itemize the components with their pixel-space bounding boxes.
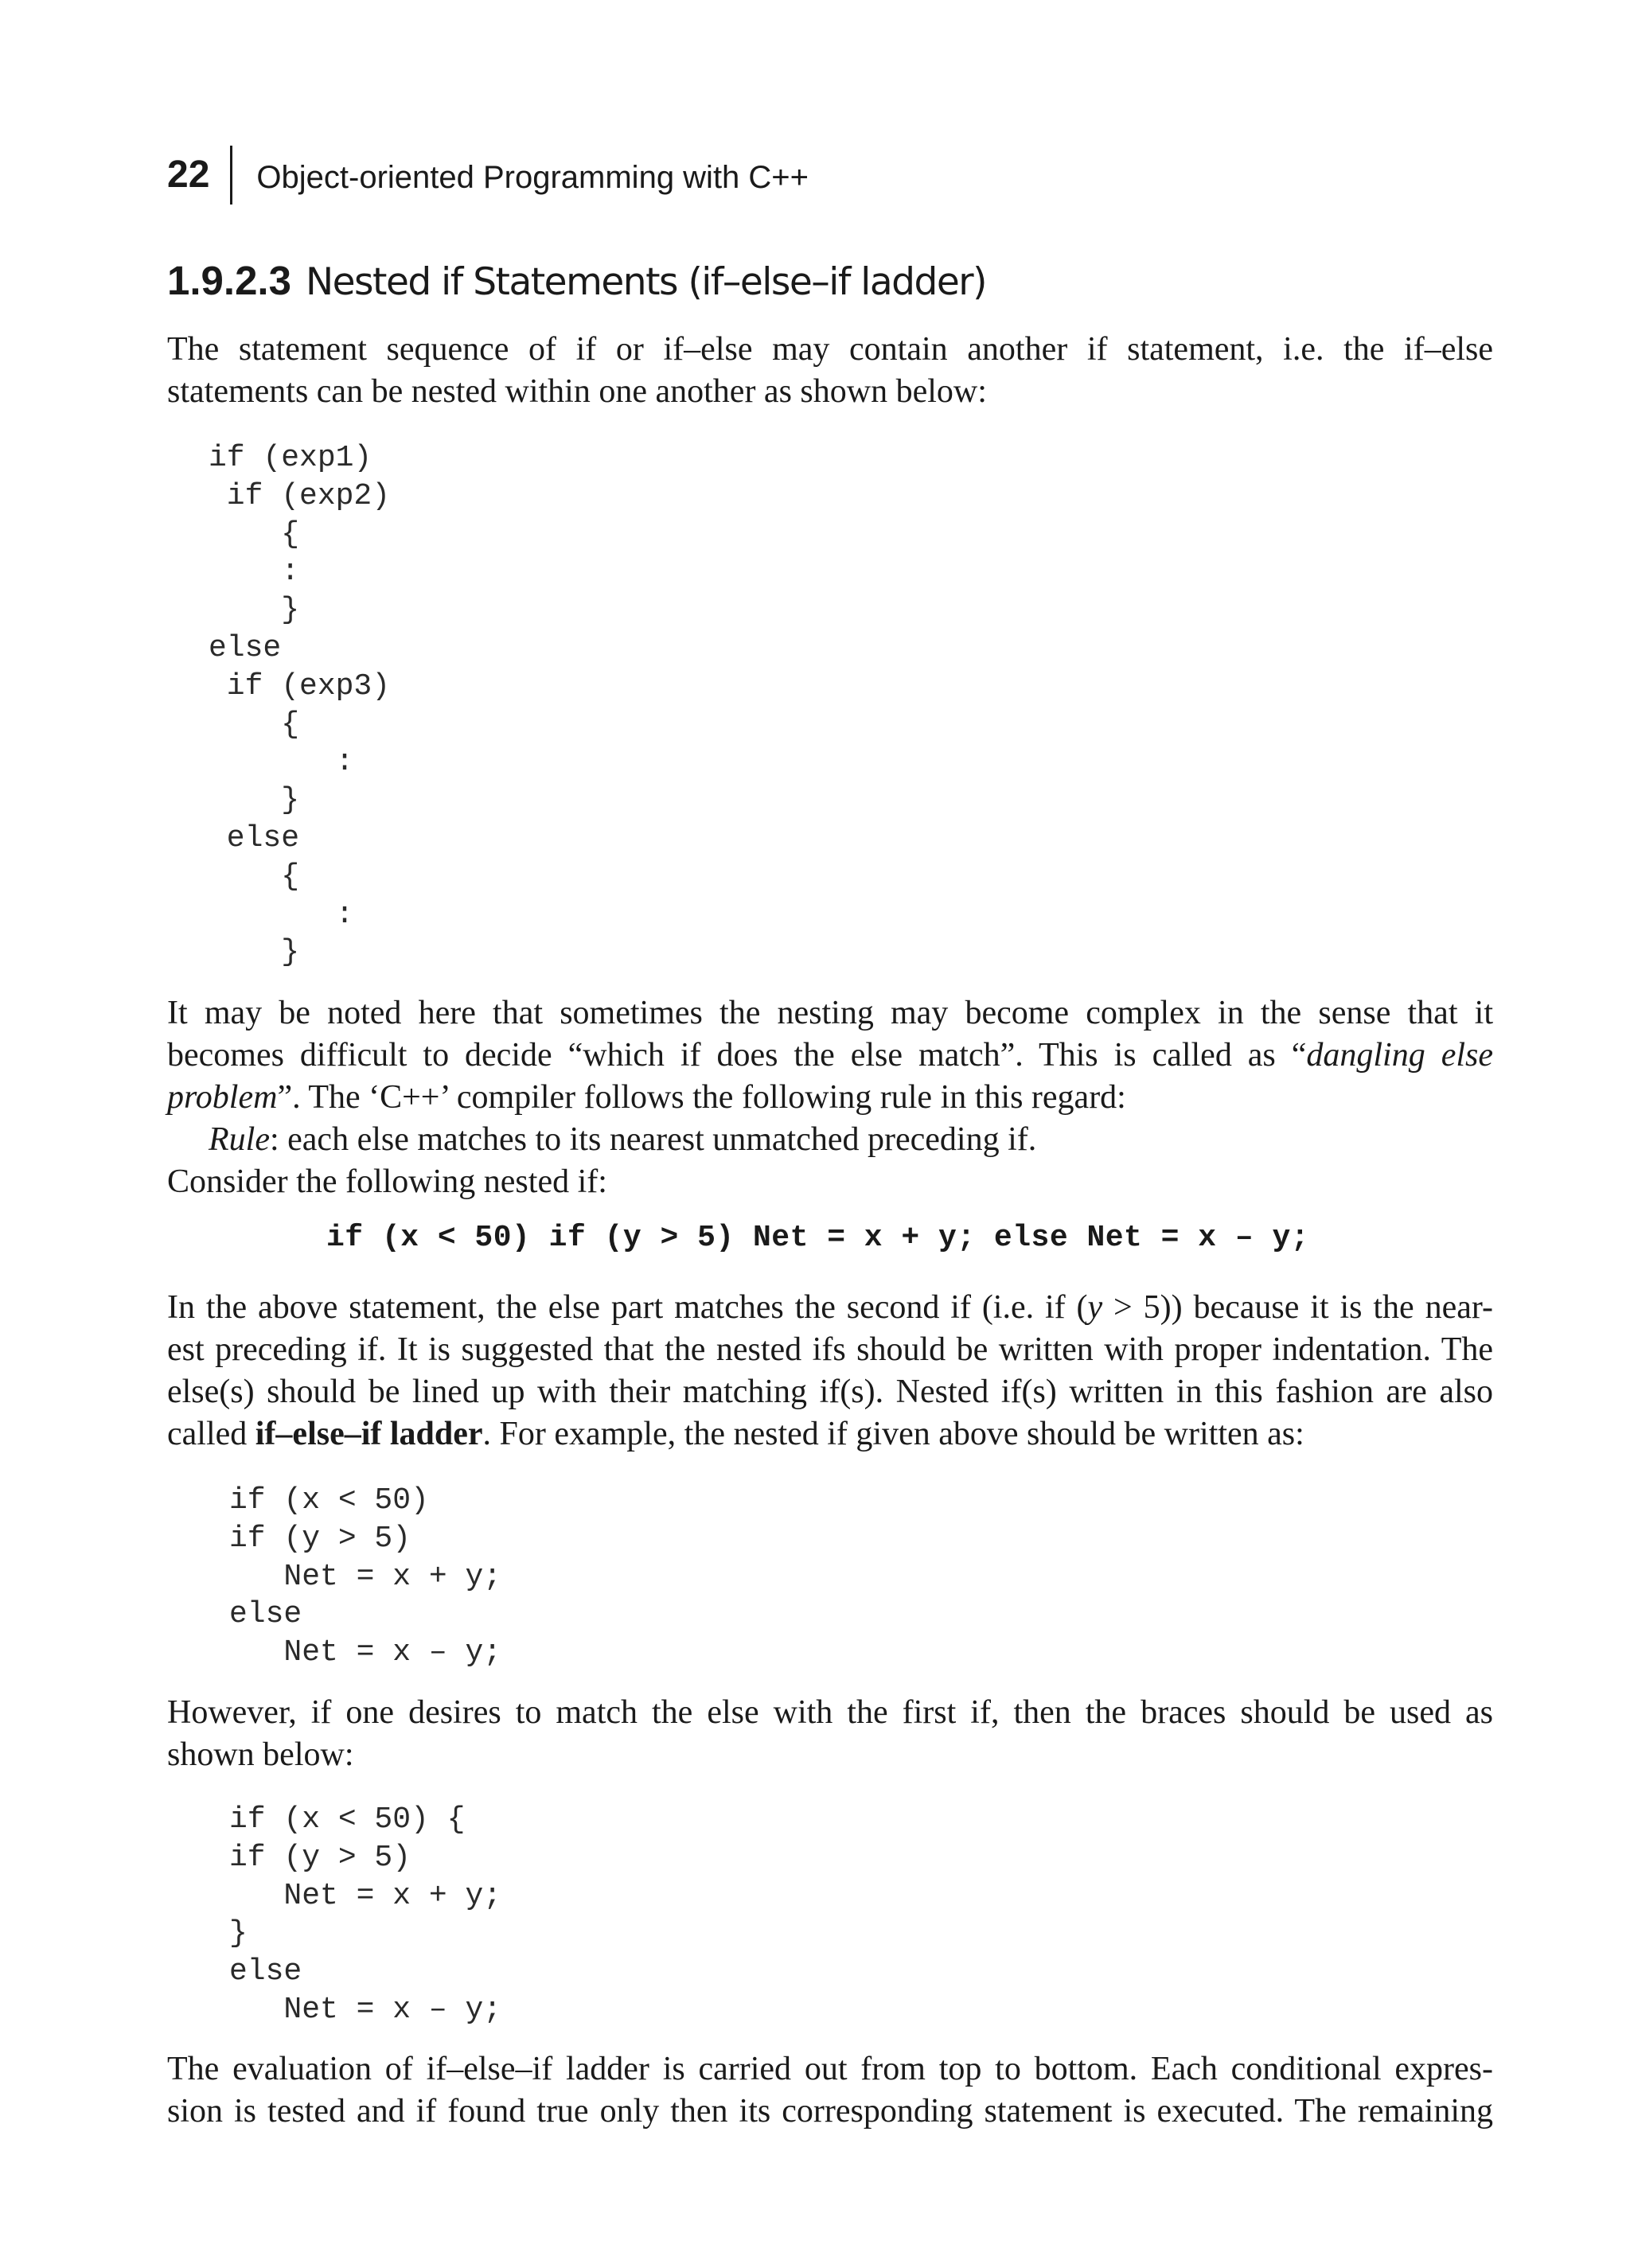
rule-line: Rule: each else matches to its nearest unmatched preceding if.: [209, 1121, 1037, 1158]
code-line: :: [209, 745, 354, 780]
page-number: 22: [167, 154, 210, 196]
code-line: Net = x + y;: [229, 1559, 502, 1594]
header-divider: [230, 146, 232, 205]
code-line: if (x < 50): [229, 1483, 429, 1518]
dangling-else-term: dangling else: [1306, 1037, 1493, 1074]
evaluation-paragraph: [167, 2048, 1493, 2133]
code-line: if (x < 50) {: [229, 1802, 466, 1837]
code-line: {: [209, 516, 300, 551]
dangling-else-paragraph: [167, 992, 1493, 1203]
paragraph-line: called if–else–if ladder. For example, the nested if given above should be written as:: [167, 1416, 1304, 1452]
code-line: else: [209, 630, 282, 665]
paragraph-line: shown below:: [167, 1736, 354, 1773]
code-line: Net = x – y;: [229, 1635, 502, 1670]
section-title: Nested if Statements (if–else–if ladder): [305, 260, 986, 304]
code-line: if (exp3): [209, 668, 391, 703]
ladder-term: if–else–if ladder: [255, 1416, 483, 1452]
ladder-code-block: [229, 1482, 501, 1672]
code-line: if (y > 5): [229, 1840, 411, 1875]
section-number: 1.9.2.3: [167, 258, 291, 303]
paragraph-line: becomes difficult to decide “which if does the else match”. This is called as “dangling else: [167, 1037, 1493, 1074]
code-line: else: [209, 820, 300, 855]
paragraph-line: est preceding if. It is suggested that the nested ifs should be written with proper indentation. The: [167, 1331, 1493, 1368]
code-line: Net = x – y;: [229, 1992, 502, 2027]
code-line: }: [229, 1916, 248, 1951]
book-title: Object-oriented Programming with C++: [256, 160, 809, 195]
paragraph-line: It may be noted here that sometimes the nesting may become complex in the sense that it: [167, 995, 1493, 1031]
paragraph-line: problem”. The ‘C++’ compiler follows the following rule in this regard:: [167, 1079, 1126, 1116]
ladder-explanation-paragraph: [167, 1287, 1493, 1455]
paragraph-line: In the above statement, the else part matches the second if (i.e. if (y > 5)) because it is the near-: [167, 1289, 1493, 1326]
braces-paragraph: [167, 1692, 1493, 1776]
code-line: }: [209, 593, 300, 628]
code-line: :: [209, 555, 300, 590]
paragraph-line: Consider the following nested if:: [167, 1163, 607, 1200]
inline-nested-if-code: if (x < 50) if (y > 5) Net = x + y; else Net = x – y;: [326, 1221, 1310, 1255]
paragraph-line: sion is tested and if found true only then its corresponding statement is executed. The remaining: [167, 2093, 1493, 2130]
code-line: if (exp2): [209, 478, 391, 513]
code-line: else: [229, 1597, 302, 1632]
code-line: }: [209, 783, 300, 818]
code-line: if (exp1): [209, 441, 372, 475]
rule-label: Rule: [209, 1121, 270, 1158]
intro-paragraph: [167, 329, 1493, 413]
code-line: {: [209, 707, 300, 742]
paragraph-line: else(s) should be lined up with their matching if(s). Nested if(s) written in this fashion are also: [167, 1374, 1493, 1410]
nested-if-code-block: [209, 439, 390, 972]
code-line: }: [209, 935, 300, 970]
paragraph-line: The evaluation of if–else–if ladder is carried out from top to bottom. Each conditional expres-: [167, 2051, 1493, 2087]
code-line: else: [229, 1954, 302, 1989]
section-heading: [167, 256, 986, 305]
paragraph-line: statements can be nested within one another as shown below:: [167, 373, 987, 410]
code-line: :: [209, 897, 354, 932]
running-head: [167, 143, 809, 207]
problem-term: problem: [167, 1079, 278, 1116]
code-line: {: [209, 859, 300, 894]
paragraph-line: The statement sequence of if or if–else may contain another if statement, i.e. the if–else: [167, 331, 1493, 368]
code-line: if (y > 5): [229, 1521, 411, 1556]
braces-code-block: [229, 1801, 501, 2029]
code-line: Net = x + y;: [229, 1878, 502, 1913]
paragraph-line: However, if one desires to match the else with the first if, then the braces should be used as: [167, 1694, 1493, 1731]
